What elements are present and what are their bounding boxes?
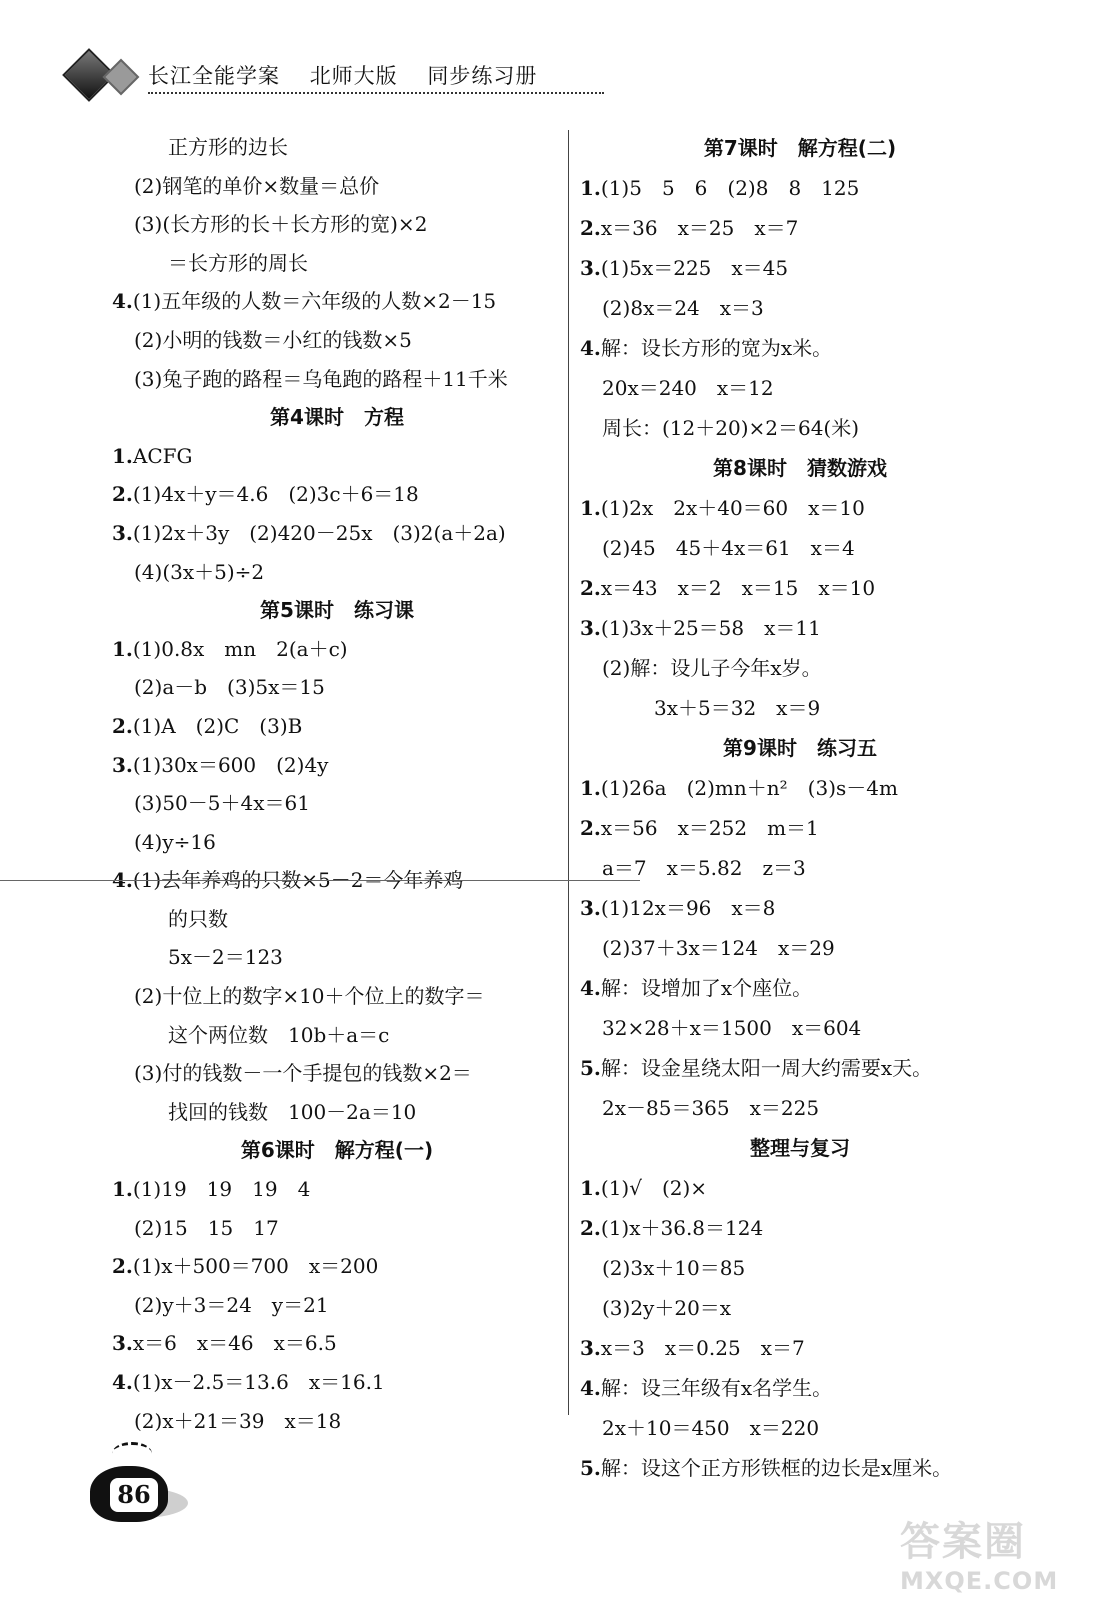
question-number: 4. (580, 1376, 601, 1400)
answer-text: 正方形的边长 (168, 135, 288, 159)
answer-text: (2)解：设儿子今年x岁。 (602, 656, 822, 680)
question-number: 2. (112, 482, 133, 507)
answer-text: (1)x－2.5＝13.6 x＝16.1 (132, 1370, 385, 1394)
watermark-cn: 答案圈 (900, 1519, 1026, 1565)
section-heading: 第9课时 练习五 (723, 736, 877, 760)
answer-line (112, 900, 562, 939)
scan-artifact-line (0, 880, 640, 881)
answer-line (112, 205, 562, 244)
answer-line (112, 553, 562, 592)
answer-line (112, 167, 562, 206)
question-number: 4. (112, 289, 133, 314)
answer-line (580, 408, 1020, 448)
answer-line (580, 648, 1020, 688)
answer-line (112, 668, 562, 707)
answer-line (580, 608, 1020, 648)
answer-text: (2)y＋3＝24 y＝21 (134, 1292, 329, 1317)
answer-line (112, 1170, 562, 1209)
answer-text: 2x＋10＝450 x＝220 (602, 1416, 820, 1440)
question-number: 5. (580, 1456, 601, 1480)
answer-line (112, 823, 562, 862)
answer-line (580, 1448, 1020, 1488)
answer-line (112, 475, 562, 514)
answer-text: (1)√ (2)× (600, 1176, 708, 1200)
page-number: 86 (110, 1478, 158, 1512)
question-number: 3. (112, 520, 133, 545)
section-heading: 第5课时 练习课 (260, 598, 414, 623)
left-column (112, 128, 562, 1440)
answer-line (112, 784, 562, 823)
header-dotted-rule (148, 92, 604, 94)
answer-text: 3x＋5＝32 x＝9 (654, 696, 821, 720)
answer-line (580, 288, 1020, 328)
question-number: 1. (112, 636, 133, 661)
answer-text: a＝7 x＝5.82 z＝3 (602, 856, 806, 880)
answer-text: (2)8x＝24 x＝3 (602, 296, 764, 320)
answer-text: x＝36 x＝25 x＝7 (600, 216, 799, 240)
answer-text: (2)15 15 17 (134, 1215, 279, 1240)
answer-text: (3)付的钱数－一个手提包的钱数×2＝ (134, 1061, 472, 1086)
answer-text: 解：设这个正方形铁框的边长是x厘米。 (600, 1456, 953, 1480)
answer-line (580, 968, 1020, 1008)
question-number: 3. (112, 1331, 133, 1356)
answer-text: (2)小明的钱数＝小红的钱数×5 (134, 327, 412, 352)
section-heading: 整理与复习 (750, 1136, 850, 1160)
answer-line (580, 248, 1020, 288)
section-heading: 第8课时 猜数游戏 (713, 456, 887, 480)
answer-line (580, 1368, 1020, 1408)
answer-text: 2x－85＝365 x＝225 (602, 1096, 820, 1120)
answer-line (112, 707, 562, 746)
answer-text: (4)(3x＋5)÷2 (134, 559, 265, 584)
answer-line (112, 282, 562, 321)
answer-text: (2)钢笔的单价×数量＝总价 (134, 173, 380, 198)
answer-text: (2)37＋3x＝124 x＝29 (602, 936, 835, 960)
page-number-badge (88, 1448, 180, 1520)
question-number: 3. (580, 616, 601, 640)
question-number: 4. (580, 336, 601, 360)
answer-line (112, 1324, 562, 1363)
answer-text: (1)19 19 19 4 (132, 1177, 311, 1202)
answer-line (112, 360, 562, 399)
book-type: 同步练习册 (427, 64, 538, 88)
question-number: 1. (580, 1176, 601, 1200)
question-number: 3. (112, 752, 133, 777)
answer-text: (1)5x＝225 x＝45 (600, 256, 789, 280)
answer-text: (1)2x＋3y (2)420－25x (3)2(a＋2a) (132, 520, 506, 545)
answer-text: x＝3 x＝0.25 x＝7 (600, 1336, 805, 1360)
header-title (148, 60, 559, 90)
question-number: 2. (580, 216, 601, 240)
question-number: 2. (112, 713, 133, 738)
answer-text: (1)五年级的人数＝六年级的人数×2－15 (132, 289, 497, 314)
answer-line (580, 328, 1020, 368)
question-number: 3. (580, 896, 601, 920)
section-heading: 第6课时 解方程(一) (240, 1138, 434, 1163)
answer-text: 解：设增加了x个座位。 (600, 976, 813, 1000)
answer-line (112, 321, 562, 360)
answer-text: (4)y÷16 (134, 829, 216, 854)
answer-text: ＝长方形的周长 (168, 250, 308, 275)
question-number: 4. (112, 868, 133, 893)
series-name: 长江全能学案 (148, 64, 280, 88)
answer-text: (2)45 45＋4x＝61 x＝4 (602, 536, 855, 560)
badge-rays-icon (112, 1442, 152, 1465)
answer-line (580, 1088, 1020, 1128)
answer-line (580, 1208, 1020, 1248)
answer-text: (1)4x＋y＝4.6 (2)3c＋6＝18 (132, 482, 419, 507)
answer-text: (2)x＋21＝39 x＝18 (134, 1408, 342, 1433)
answer-text: 5x－2＝123 (168, 945, 283, 970)
question-number: 3. (580, 1336, 601, 1360)
answer-line (580, 1168, 1020, 1208)
answer-text: 周长：(12＋20)×2＝64(米) (602, 416, 860, 440)
answer-line (112, 938, 562, 977)
answer-line (112, 1093, 562, 1132)
answer-line (112, 1286, 562, 1325)
question-number: 4. (112, 1370, 133, 1394)
answer-text: 的只数 (168, 906, 228, 931)
answer-line (112, 1247, 562, 1286)
diamond-small-icon (103, 59, 140, 96)
answer-line (580, 848, 1020, 888)
answer-text: 32×28＋x＝1500 x＝604 (602, 1016, 862, 1040)
answer-line (580, 688, 1020, 728)
answer-line (112, 746, 562, 785)
answer-text: (1)26a (2)mn＋n² (3)s－4m (600, 776, 898, 800)
question-number: 1. (112, 443, 133, 468)
section-heading: 第7课时 解方程(二) (703, 136, 897, 160)
watermark (900, 1510, 1080, 1595)
answer-text: (1)去年养鸡的只数×5－2＝今年养鸡 (132, 868, 464, 893)
answer-text: 这个两位数 10b＋a＝c (168, 1022, 390, 1047)
answer-line (112, 514, 562, 553)
watermark-en: MXQE.COM (900, 1567, 1059, 1595)
answer-line (580, 928, 1020, 968)
answer-text: (3)2y＋20＝x (602, 1296, 732, 1320)
answer-line (112, 1016, 562, 1055)
answer-text: 20x＝240 x＝12 (602, 376, 774, 400)
answer-text: (2)a－b (3)5x＝15 (134, 675, 325, 700)
question-number: 1. (580, 776, 601, 800)
answer-line (112, 1054, 562, 1093)
answer-text: (1)x＋500＝700 x＝200 (132, 1254, 379, 1279)
answer-text: (1)A (2)C (3)B (132, 713, 303, 738)
answer-line (580, 488, 1020, 528)
answer-line (112, 1363, 562, 1402)
answer-line (580, 808, 1020, 848)
section-heading: 第4课时 方程 (270, 405, 404, 430)
answer-text: x＝6 x＝46 x＝6.5 (132, 1331, 337, 1356)
question-number: 2. (580, 816, 601, 840)
answer-text: 解：设金星绕太阳一周大约需要x天。 (600, 1056, 933, 1080)
answer-text: 解：设长方形的宽为x米。 (600, 336, 833, 360)
answer-line (580, 1288, 1020, 1328)
answer-line (580, 1008, 1020, 1048)
question-number: 2. (580, 576, 601, 600)
edition-name: 北师大版 (309, 64, 398, 88)
answer-text: x＝43 x＝2 x＝15 x＝10 (600, 576, 876, 600)
question-number: 3. (580, 256, 601, 280)
answer-line (112, 630, 562, 669)
question-number: 1. (580, 496, 601, 520)
answer-line (112, 244, 562, 283)
answer-text: 找回的钱数 100－2a＝10 (168, 1099, 417, 1124)
answer-text: (1)2x 2x＋40＝60 x＝10 (600, 496, 865, 520)
answer-line (580, 528, 1020, 568)
answer-line (580, 1328, 1020, 1368)
answer-line (580, 368, 1020, 408)
answer-line (112, 1402, 562, 1441)
page-header (60, 48, 560, 108)
column-divider (568, 130, 569, 1415)
answer-line (580, 768, 1020, 808)
answer-text: (1)30x＝600 (2)4y (132, 752, 329, 777)
answer-line (580, 888, 1020, 928)
question-number: 4. (580, 976, 601, 1000)
answer-line (580, 168, 1020, 208)
answer-text: x＝56 x＝252 m＝1 (600, 816, 819, 840)
answer-line (112, 977, 562, 1016)
answer-line (112, 1209, 562, 1248)
answer-text: (1)3x＋25＝58 x＝11 (600, 616, 821, 640)
question-number: 2. (112, 1254, 133, 1279)
answer-text: (1)x＋36.8＝124 (600, 1216, 764, 1240)
answer-text: (2)3x＋10＝85 (602, 1256, 746, 1280)
answer-text: (1)12x＝96 x＝8 (600, 896, 776, 920)
answer-text: (2)十位上的数字×10＋个位上的数字＝ (134, 984, 485, 1009)
question-number: 2. (580, 1216, 601, 1240)
right-column (580, 128, 1020, 1488)
question-number: 1. (112, 1177, 133, 1202)
answer-text: (3)兔子跑的路程＝乌龟跑的路程＋11千米 (134, 366, 508, 391)
answer-text: (3)(长方形的长＋长方形的宽)×2 (134, 212, 428, 237)
answer-line (580, 1248, 1020, 1288)
answer-line (580, 568, 1020, 608)
answer-text: (1)0.8x mn 2(a＋c) (132, 636, 348, 661)
answer-text: (1)5 5 6 (2)8 8 125 (600, 176, 860, 200)
answer-text: ACFG (132, 443, 193, 468)
question-number: 1. (580, 176, 601, 200)
answer-line (112, 128, 562, 167)
answer-text: 解：设三年级有x名学生。 (600, 1376, 833, 1400)
answer-line (112, 437, 562, 476)
answer-line (580, 208, 1020, 248)
answer-line (580, 1408, 1020, 1448)
answer-text: (3)50－5＋4x＝61 (134, 791, 310, 816)
answer-line (580, 1048, 1020, 1088)
question-number: 5. (580, 1056, 601, 1080)
